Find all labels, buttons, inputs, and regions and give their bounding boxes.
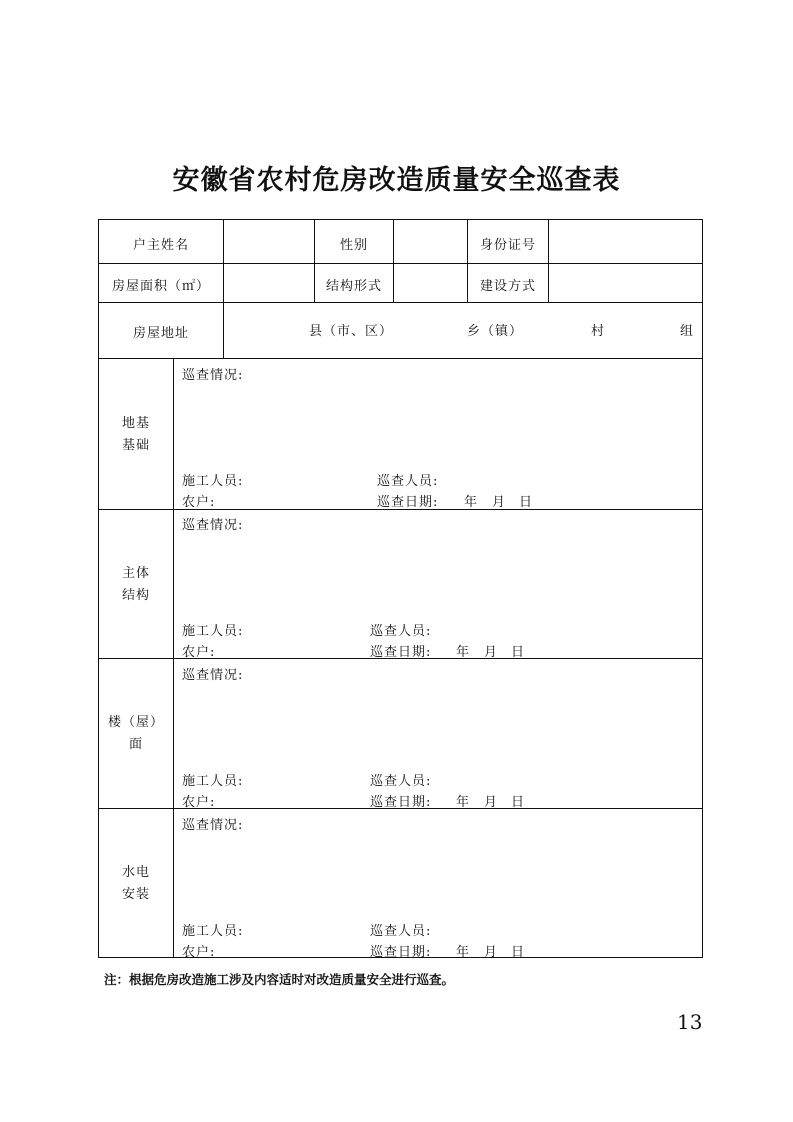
- farmer-label: 农户:: [182, 795, 216, 810]
- section-label-line: 地基: [121, 416, 150, 431]
- section-label-line: 水电: [121, 865, 150, 880]
- inspection-notes-label: 巡查情况:: [182, 368, 244, 383]
- inspection-notes-label: 巡查情况:: [182, 668, 244, 683]
- id-number-label: 身份证号: [479, 238, 537, 253]
- farmer-label: 农户:: [182, 945, 216, 960]
- column-divider: [173, 358, 174, 957]
- page-title: 安徽省农村危房改造质量安全巡查表: [172, 165, 621, 196]
- section-label-line: 结构: [121, 588, 150, 603]
- section-label-foundation: [99, 413, 173, 457]
- inspection-date-label: 巡查日期:: [370, 645, 432, 660]
- id-number-field[interactable]: [548, 220, 702, 263]
- footnote: 注：根据危房改造施工涉及内容适时对改造质量安全进行巡查。: [104, 972, 455, 987]
- date-month-label: 月: [492, 495, 507, 510]
- build-method-label: 建设方式: [479, 279, 537, 294]
- structure-field[interactable]: [393, 263, 467, 302]
- date-month-label: 月: [484, 795, 499, 810]
- address-label: 房屋地址: [132, 326, 190, 341]
- inspector-label: 巡查人员:: [370, 624, 432, 639]
- gender-field[interactable]: [393, 220, 467, 263]
- column-divider: [314, 220, 315, 302]
- date-day-label: 日: [511, 645, 526, 660]
- address-group-label: 组: [680, 324, 695, 339]
- section-label-line: 基础: [121, 438, 150, 453]
- address-village-label: 村: [591, 324, 606, 339]
- owner-name-field[interactable]: [223, 220, 314, 263]
- inspector-label: 巡查人员:: [377, 474, 439, 489]
- house-area-label: 房屋面积（㎡）: [111, 279, 211, 294]
- date-year-label: 年: [456, 795, 471, 810]
- gender-label: 性别: [339, 238, 369, 253]
- address-town-label: 乡（镇）: [467, 324, 524, 339]
- builder-label: 施工人员:: [182, 774, 244, 789]
- row-divider: [99, 302, 702, 303]
- column-divider: [467, 220, 468, 302]
- house-area-field[interactable]: [223, 263, 314, 302]
- section-label-line: 楼（屋）: [107, 715, 164, 730]
- builder-label: 施工人员:: [182, 474, 244, 489]
- builder-label: 施工人员:: [182, 624, 244, 639]
- date-day-label: 日: [511, 795, 526, 810]
- owner-name-label: 户主姓名: [132, 238, 190, 253]
- inspection-date-label: 巡查日期:: [370, 945, 432, 960]
- date-month-label: 月: [484, 645, 499, 660]
- section-label-line: 安装: [121, 887, 150, 902]
- farmer-label: 农户:: [182, 495, 216, 510]
- inspection-notes-label: 巡查情况:: [182, 518, 244, 533]
- farmer-label: 农户:: [182, 645, 216, 660]
- section-label-roof: [99, 712, 173, 756]
- date-day-label: 日: [511, 945, 526, 960]
- page-number: 13: [677, 1010, 703, 1034]
- inspection-date-label: 巡查日期:: [377, 495, 439, 510]
- inspection-form-table: [98, 219, 703, 958]
- inspector-label: 巡查人员:: [370, 774, 432, 789]
- date-day-label: 日: [519, 495, 534, 510]
- date-year-label: 年: [464, 495, 479, 510]
- section-label-line: 面: [128, 737, 143, 752]
- inspection-date-label: 巡查日期:: [370, 795, 432, 810]
- structure-label: 结构形式: [325, 279, 383, 294]
- date-month-label: 月: [484, 945, 499, 960]
- build-method-field[interactable]: [548, 263, 702, 302]
- inspector-label: 巡查人员:: [370, 924, 432, 939]
- date-year-label: 年: [456, 645, 471, 660]
- builder-label: 施工人员:: [182, 924, 244, 939]
- section-label-main-structure: [99, 563, 173, 607]
- row-divider: [99, 358, 702, 359]
- section-label-plumbing-electrical: [99, 862, 173, 906]
- inspection-notes-label: 巡查情况:: [182, 818, 244, 833]
- date-year-label: 年: [456, 945, 471, 960]
- address-county-label: 县（市、区）: [309, 324, 394, 339]
- section-label-line: 主体: [121, 566, 150, 581]
